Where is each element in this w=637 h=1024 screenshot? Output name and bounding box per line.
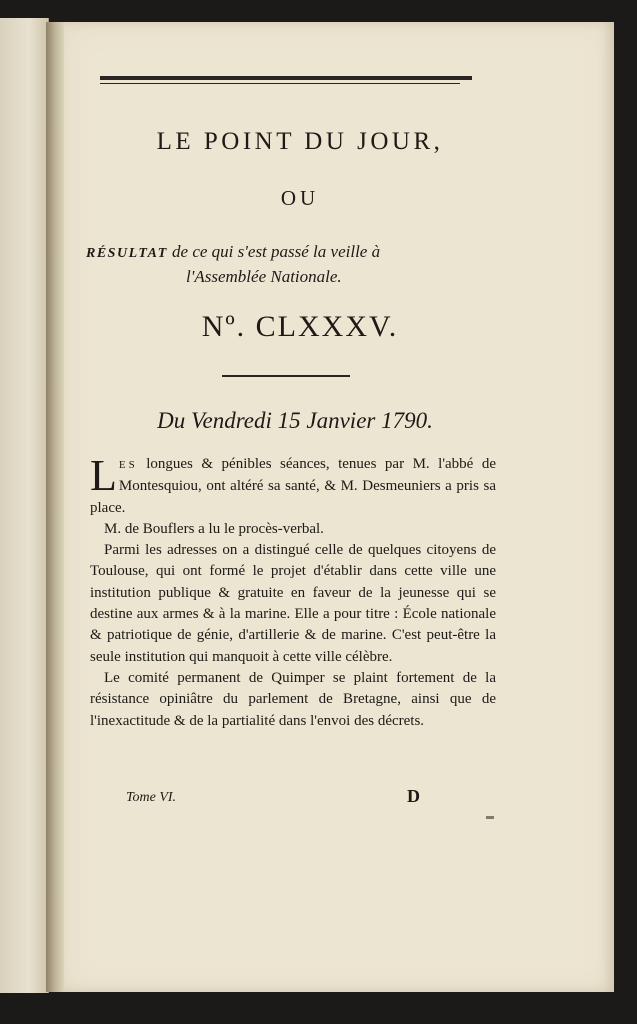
issue-number: Nº. CLXXXV. [201,310,399,343]
signature-mark: D [407,786,420,806]
middle-rule [222,375,350,377]
paragraph-1-text: longues & pénibles séances, tenues par M. l'abbé de Montesquiou, ont altéré sa santé, & M. Desmeuniers a pris sa place. [90,456,496,516]
page-title: LE POINT DU JOUR, [156,128,444,155]
subtitle-line-2: l'Assemblée Nationale. [186,267,342,286]
issue-date: Du Vendredi 15 Janvier 1790. [157,408,433,433]
left-page-edge [0,18,49,993]
tome-label: Tome VI. [126,790,177,805]
subtitle [86,240,496,288]
subtitle-lead: RÉSULTAT [86,246,168,261]
paragraph-2: M. de Bouflers a lu le procès-verbal. [104,520,324,537]
paragraph-1-lead: ES [118,459,138,471]
title-conjunction: OU [280,186,320,210]
article-body [90,451,496,732]
paragraph-4: Le comité permanent de Quimper se plaint fortement de la résistance opiniâtre du parlement de Bretagne, ainsi que de l'inexactitude & de la partialité dans l'envoi des décrets. [90,669,496,729]
paragraph-3: Parmi les adresses on a distingué celle de quelques citoyens de Toulouse, qui ont formé le projet d'établir dans cette ville une institution publique & gratuite en faveur de la jeunesse qui se destine aux armes & à la marine. Elle a pour titre : École nationale & patriotique de génie, d'artillerie & de marine. C'est peut-être la seule institution qui manquoit à cette ville célèbre. [90,542,496,665]
paragraph-1 [90,451,496,519]
top-rule [100,76,472,80]
subtitle-rest: de ce qui s'est passé la veille à [167,242,381,261]
drop-cap: L [90,451,117,500]
page-mark [486,816,494,819]
